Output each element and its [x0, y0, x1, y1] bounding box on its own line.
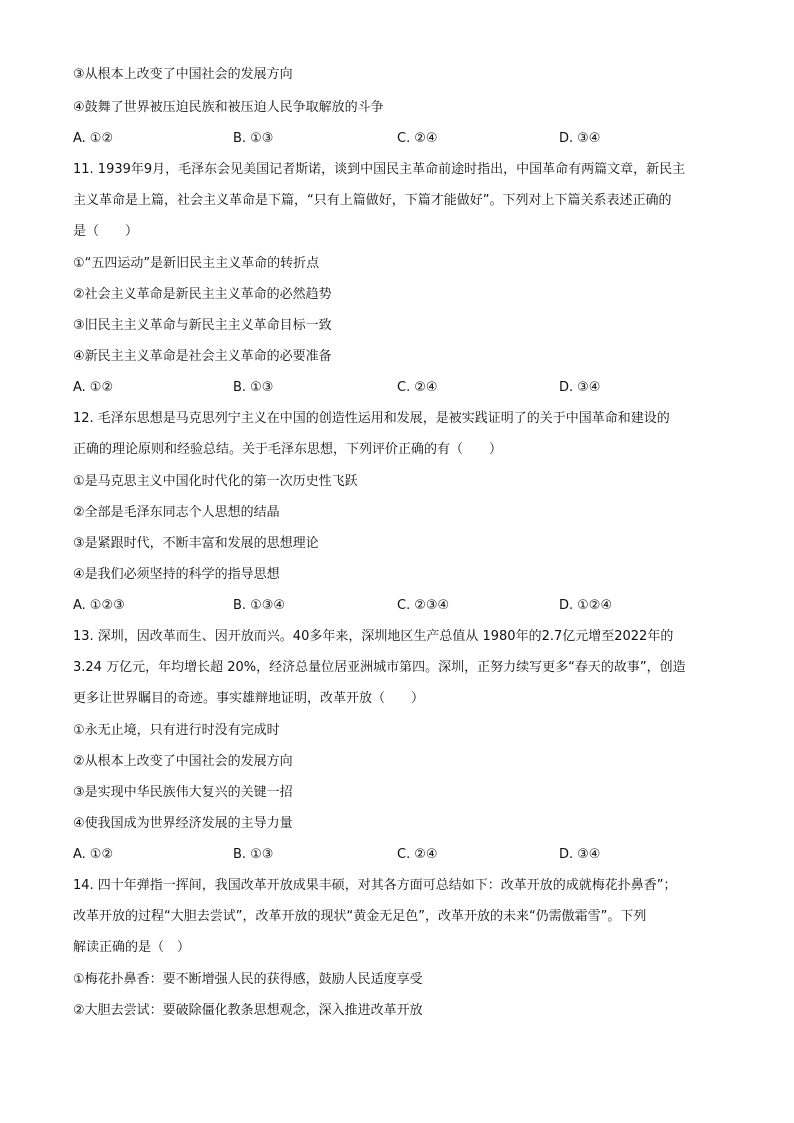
q11-item-2: ②社会主义革命是新民主主义革命的必然趋势 — [73, 287, 332, 302]
option-c: C. ②④ — [397, 131, 438, 146]
option-b: B. ①③ — [233, 847, 274, 862]
option-a: A. ①② — [73, 131, 114, 146]
q13-stem-line-2: 3.24 万亿元，年均增长超 20%，经济总量位居亚洲城市第四。深圳，正努力续写更多“春天的故事”，创造 — [73, 660, 686, 675]
q12-stem-line-2: 正确的理论原则和经验总结。关于毛泽东思想，下列评价正确的有（ ） — [73, 442, 503, 457]
q12-item-1: ①是马克思主义中国化时代化的第一次历史性飞跃 — [73, 474, 358, 489]
option-b: B. ①③④ — [233, 598, 286, 613]
prev-item-3: ③从根本上改变了中国社会的发展方向 — [73, 67, 293, 82]
q14-item-2: ②大胆去尝试：要破除僵化教条思想观念，深入推进改革开放 — [73, 1003, 423, 1018]
option-a: A. ①② — [73, 380, 114, 395]
q12-stem-line-1: 12. 毛泽东思想是马克思列宁主义在中国的创造性运用和发展，是被实践证明了的关于中国革命和建设的 — [73, 411, 670, 426]
q12-options — [73, 597, 723, 615]
option-d: D. ①②④ — [559, 598, 613, 613]
q12-item-2: ②全部是毛泽东同志个人思想的结晶 — [73, 505, 280, 520]
q11-stem-line-3: 是（ ） — [73, 224, 139, 239]
option-a: A. ①② — [73, 847, 114, 862]
option-d: D. ③④ — [559, 380, 601, 395]
option-b: B. ①③ — [233, 380, 274, 395]
option-c: C. ②④ — [397, 380, 438, 395]
q11-stem-line-1: 11. 1939年9月，毛泽东会见美国记者斯诺，谈到中国民主革命前途时指出，中国革命有两篇文章，新民主 — [73, 162, 686, 177]
q13-item-4: ④使我国成为世界经济发展的主导力量 — [73, 816, 293, 831]
q13-item-3: ③是实现中华民族伟大复兴的关键一招 — [73, 785, 293, 800]
option-c: C. ②③④ — [397, 598, 450, 613]
q11-options — [73, 379, 723, 397]
q14-item-1: ①梅花扑鼻香：要不断增强人民的获得感，鼓励人民适度享受 — [73, 972, 423, 987]
q13-item-1: ①永无止境，只有进行时没有完成时 — [73, 723, 280, 738]
q12-item-4: ④是我们必须坚持的科学的指导思想 — [73, 567, 280, 582]
q14-stem-line-3: 解读正确的是（ ） — [73, 940, 191, 955]
q14-stem-line-2: 改革开放的过程“大胆去尝试”，改革开放的现状“黄金无足色”，改革开放的未来“仍需傲霜雪”。下列 — [73, 909, 647, 924]
q11-item-4: ④新民主主义革命是社会主义革命的必要准备 — [73, 349, 332, 364]
prev-item-4: ④鼓舞了世界被压迫民族和被压迫人民争取解放的斗争 — [73, 100, 384, 115]
q13-item-2: ②从根本上改变了中国社会的发展方向 — [73, 754, 293, 769]
option-d: D. ③④ — [559, 131, 601, 146]
q13-stem-line-1: 13. 深圳，因改革而生、因开放而兴。40多年来，深圳地区生产总值从 1980年的2.7亿元增至2022年的 — [73, 629, 674, 644]
q11-item-1: ①“五四运动”是新旧民主主义革命的转折点 — [73, 256, 320, 271]
prev-options — [73, 130, 723, 148]
option-c: C. ②④ — [397, 847, 438, 862]
q11-item-3: ③旧民主主义革命与新民主主义革命目标一致 — [73, 318, 332, 333]
q11-stem-line-2: 主义革命是上篇，社会主义革命是下篇，“只有上篇做好，下篇才能做好”。下列对上下篇关系表述正确的 — [73, 193, 672, 208]
q13-options — [73, 846, 723, 864]
option-d: D. ③④ — [559, 847, 601, 862]
option-b: B. ①③ — [233, 131, 274, 146]
option-a: A. ①②③ — [73, 598, 125, 613]
q12-item-3: ③是紧跟时代，不断丰富和发展的思想理论 — [73, 536, 319, 551]
q14-stem-line-1: 14. 四十年弹指一挥间，我国改革开放成果丰硕，对其各方面可总结如下：改革开放的成就梅花扑鼻香”； — [73, 878, 677, 893]
q13-stem-line-3: 更多让世界瞩目的奇迹。事实雄辩地证明，改革开放（ ） — [73, 691, 425, 706]
